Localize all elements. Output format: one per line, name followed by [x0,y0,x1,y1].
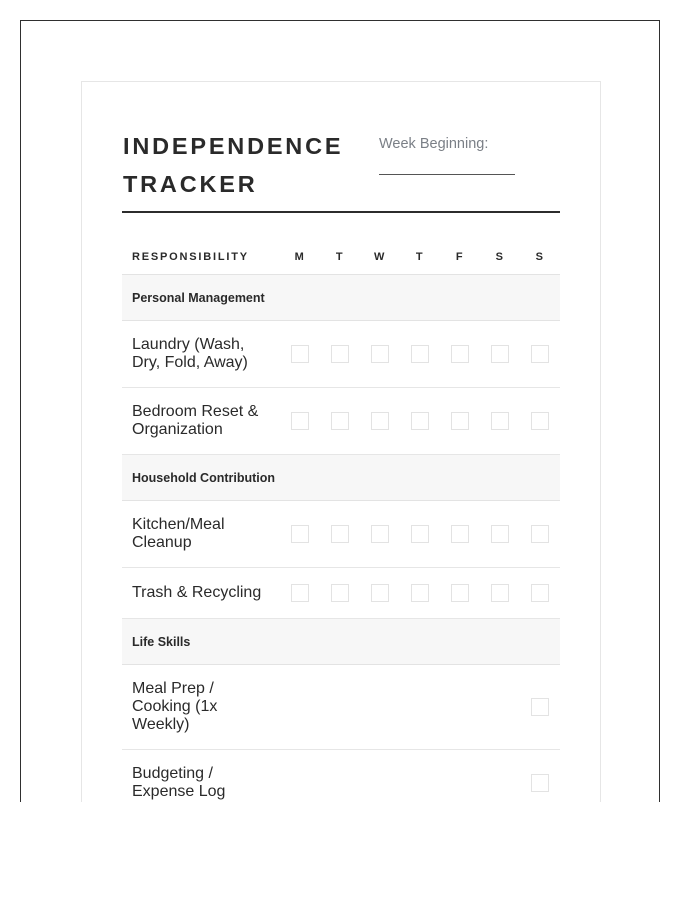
responsibility-column-header: RESPONSIBILITY [122,239,280,275]
checkbox-wed[interactable] [371,525,389,543]
checkbox-wed[interactable] [371,345,389,363]
section-row-personal-management [122,275,560,321]
table-row-meal-prep [122,665,560,750]
section-label: Household Contribution [122,455,560,501]
week-beginning-field[interactable] [379,174,515,175]
section-label: Life Skills [122,619,560,665]
checkbox-weekly[interactable] [531,698,549,716]
title-line-2: TRACKER [123,171,258,197]
checkbox-sun[interactable] [531,584,549,602]
checkbox-sun[interactable] [531,412,549,430]
checkbox-sat[interactable] [491,584,509,602]
checkbox-wed[interactable] [371,584,389,602]
checkbox-thu[interactable] [411,345,429,363]
checkbox-fri[interactable] [451,412,469,430]
checkbox-sun[interactable] [531,525,549,543]
day-header-sat: S [480,239,520,275]
task-label: Laundry (Wash, Dry, Fold, Away) [122,321,280,388]
task-label: Trash & Recycling [122,568,280,619]
tracker-sheet [81,81,601,802]
table-row-budgeting [122,750,560,803]
tracker-header [122,122,560,213]
day-header-wed: W [360,239,400,275]
checkbox-thu[interactable] [411,525,429,543]
checkbox-weekly[interactable] [531,774,549,792]
checkbox-tue[interactable] [331,345,349,363]
tracker-table [122,239,560,802]
checkbox-fri[interactable] [451,345,469,363]
checkbox-mon[interactable] [291,525,309,543]
task-label: Budgeting / Expense Log [122,750,280,803]
table-row-trash-recycling [122,568,560,619]
title-line-1: INDEPENDENCE [123,133,344,159]
checkbox-fri[interactable] [451,525,469,543]
checkbox-tue[interactable] [331,412,349,430]
day-header-tue: T [320,239,360,275]
section-row-household-contribution [122,455,560,501]
day-header-mon: M [280,239,320,275]
checkbox-sat[interactable] [491,412,509,430]
checkbox-tue[interactable] [331,525,349,543]
section-label: Personal Management [122,275,560,321]
checkbox-mon[interactable] [291,412,309,430]
checkbox-mon[interactable] [291,345,309,363]
page-title [123,127,343,203]
checkbox-thu[interactable] [411,412,429,430]
viewport-frame [20,20,660,802]
checkbox-sat[interactable] [491,345,509,363]
checkbox-tue[interactable] [331,584,349,602]
table-header-row [122,239,560,275]
table-row-laundry [122,321,560,388]
table-row-bedroom-reset [122,388,560,455]
task-label: Bedroom Reset & Organization [122,388,280,455]
checkbox-fri[interactable] [451,584,469,602]
checkbox-sun[interactable] [531,345,549,363]
task-label: Kitchen/Meal Cleanup [122,501,280,568]
checkbox-mon[interactable] [291,584,309,602]
day-header-fri: F [440,239,480,275]
checkbox-thu[interactable] [411,584,429,602]
day-header-thu: T [400,239,440,275]
table-row-kitchen-cleanup [122,501,560,568]
week-beginning-label: Week Beginning: [379,136,489,152]
task-label: Meal Prep / Cooking (1x Weekly) [122,665,280,750]
section-row-life-skills [122,619,560,665]
checkbox-wed[interactable] [371,412,389,430]
day-header-sun: S [520,239,560,275]
checkbox-sat[interactable] [491,525,509,543]
